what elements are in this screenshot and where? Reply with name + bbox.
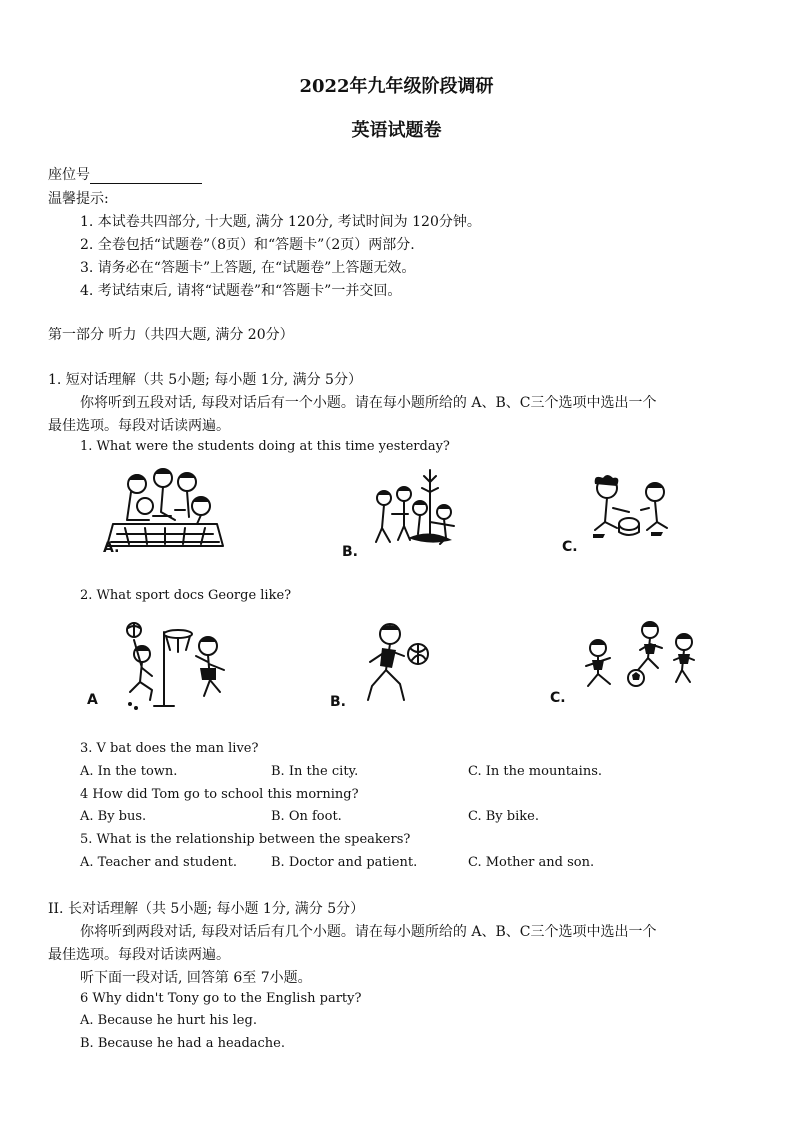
question-2: 2. What sport docs George like? bbox=[80, 588, 292, 603]
section2-prompt: 听下面一段对话, 回答第 6至 7小题。 bbox=[80, 970, 312, 986]
question-6: 6 Why didn't Tony go to the English party? bbox=[80, 991, 362, 1006]
q1-option-c-label: C. bbox=[562, 539, 578, 555]
q3-option-b: B. In the city. bbox=[271, 764, 359, 779]
section1-instruction-cont: 最佳选项。每段对话读两遍。 bbox=[48, 418, 230, 434]
part1-heading: 第一部分 听力（共四大题, 满分 20分） bbox=[48, 327, 294, 343]
q1-option-a-label: A. bbox=[103, 540, 120, 556]
section1-instruction: 你将听到五段对话, 每段对话后有一个小题。请在每小题所给的 A、B、C三个选项中选出一个 bbox=[80, 395, 657, 411]
q5-option-c: C. Mother and son. bbox=[468, 855, 595, 870]
q6-option-b: B. Because he had a headache. bbox=[80, 1036, 285, 1051]
picnic-picture-icon bbox=[105, 462, 225, 552]
q5-option-a: A. Teacher and student. bbox=[80, 855, 238, 870]
question-1: 1. What were the students doing at this time yesterday? bbox=[80, 439, 450, 454]
basketball-picture-icon bbox=[112, 620, 232, 712]
q3-option-c: C. In the mountains. bbox=[468, 764, 603, 779]
notice-item: 1. 本试卷共四部分, 十大题, 满分 120分, 考试时间为 120分钟。 bbox=[80, 214, 481, 230]
notice-item: 2. 全卷包括“试题卷”（8页）和“答题卡”（2页）两部分. bbox=[80, 237, 415, 253]
q3-option-a: A. In the town. bbox=[80, 764, 178, 779]
soccer-picture-icon bbox=[580, 620, 698, 692]
seat-number-blank bbox=[90, 169, 202, 184]
tree-planting-picture-icon bbox=[368, 468, 458, 548]
q2-option-c-label: C. bbox=[550, 690, 566, 706]
q4-option-c: C. By bike. bbox=[468, 809, 539, 824]
question-5: 5. What is the relationship between the speakers? bbox=[80, 832, 411, 847]
question-4: 4 How did Tom go to school this morning? bbox=[80, 787, 359, 802]
q2-option-b-label: B. bbox=[330, 694, 346, 710]
section2-instruction-cont: 最佳选项。每段对话读两遍。 bbox=[48, 947, 230, 963]
cooking-picture-icon bbox=[585, 472, 675, 542]
q5-option-b: B. Doctor and patient. bbox=[271, 855, 418, 870]
notice-item: 4. 考试结束后, 请将“试题卷”和“答题卡”一并交回。 bbox=[80, 283, 402, 299]
exam-title: 2022年九年级阶段调研 bbox=[299, 76, 494, 97]
section1-heading: 1. 短对话理解（共 5小题; 每小题 1分, 满分 5分） bbox=[48, 372, 362, 388]
seat-number-field bbox=[48, 164, 202, 184]
notice-item: 3. 请务必在“答题卡”上答题, 在“试题卷”上答题无效。 bbox=[80, 260, 416, 276]
seat-number-label: 座位号 bbox=[48, 167, 90, 183]
q4-option-a: A. By bus. bbox=[80, 809, 147, 824]
notice-heading: 温馨提示: bbox=[48, 191, 109, 207]
section2-heading: II. 长对话理解（共 5小题; 每小题 1分, 满分 5分） bbox=[48, 901, 365, 917]
q4-option-b: B. On foot. bbox=[271, 809, 342, 824]
q1-option-b-label: B. bbox=[342, 544, 358, 560]
exam-subtitle: 英语试题卷 bbox=[351, 120, 442, 141]
section2-instruction: 你将听到两段对话, 每段对话后有几个小题。请在每小题所给的 A、B、C三个选项中选出一个 bbox=[80, 924, 657, 940]
question-3: 3. V bat does the man live? bbox=[80, 741, 259, 756]
q6-option-a: A. Because he hurt his leg. bbox=[80, 1013, 257, 1028]
volleyball-picture-icon bbox=[360, 620, 440, 706]
q2-option-a-label: A bbox=[87, 692, 98, 708]
